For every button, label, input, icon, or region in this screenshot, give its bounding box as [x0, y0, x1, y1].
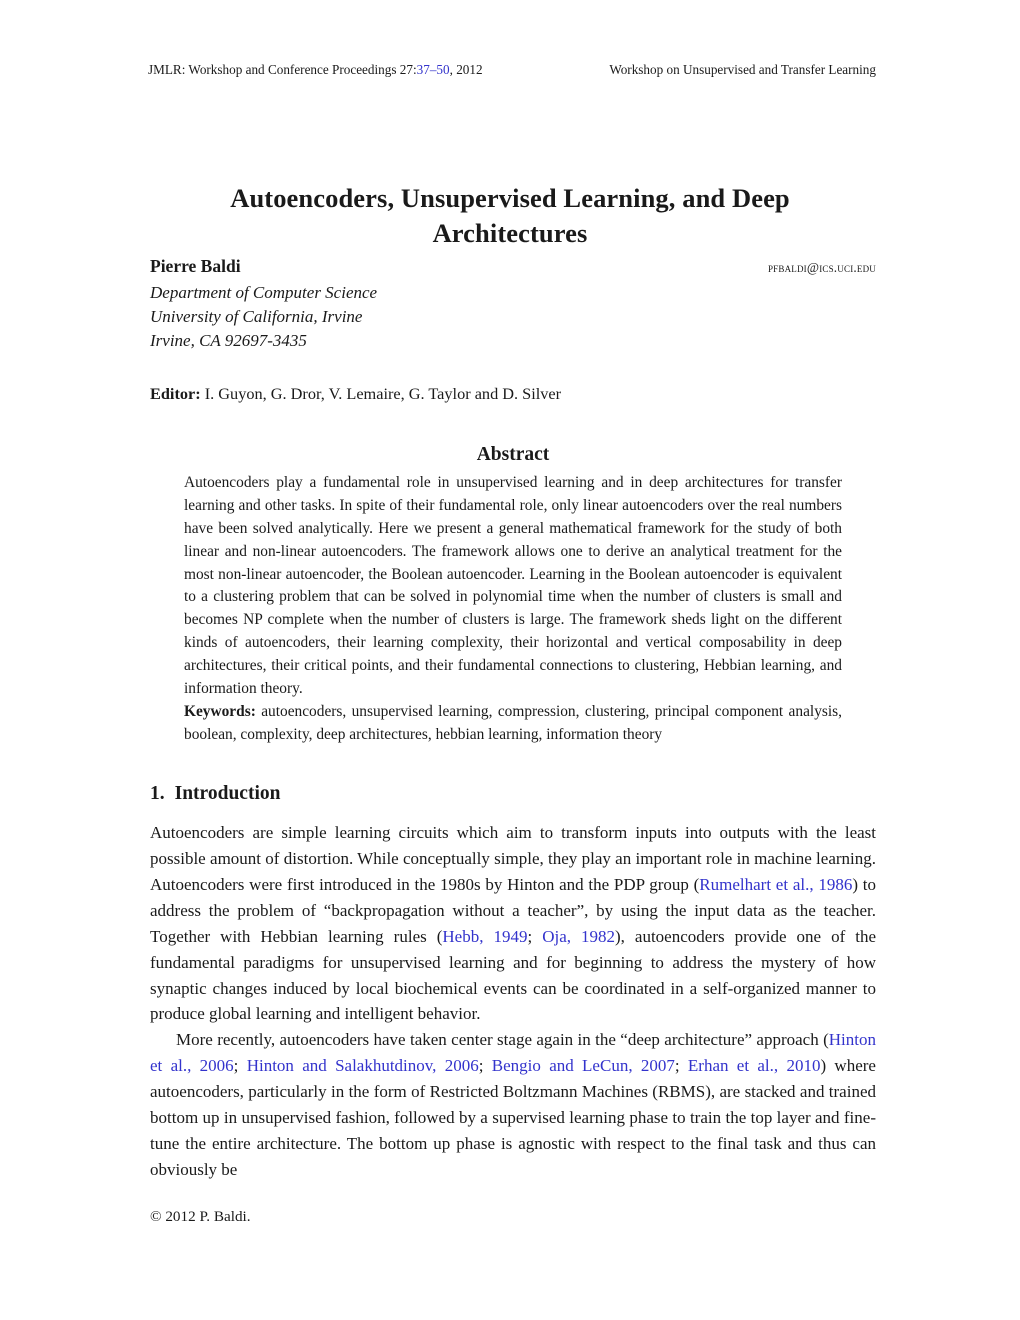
body-paragraph	[150, 1027, 876, 1183]
header-right: Workshop on Unsupervised and Transfer Learning	[609, 62, 876, 77]
keywords-label: Keywords:	[184, 702, 256, 720]
section-title: Introduction	[174, 783, 281, 804]
body-paragraph	[150, 820, 876, 1027]
keywords-line	[184, 701, 842, 747]
citation-link[interactable]: Bengio and LeCun, 2007	[491, 1056, 675, 1076]
body-text-run: ;	[674, 1056, 688, 1076]
section-number: 1.	[150, 783, 165, 804]
body-text-run: ;	[233, 1056, 247, 1076]
citation-link[interactable]: Hebb, 1949	[442, 926, 528, 946]
author-row	[150, 256, 876, 277]
running-header	[148, 62, 876, 78]
body-text-run: Autoencoders are simple learning circuits which aim to transform inputs into outputs with the least possible amount of distortion. While conceptually simple, they play an important role in machine learning. Autoencoders were first introduced in the 1980s by Hinton and the PDP group (	[150, 823, 876, 894]
citation-link[interactable]: Rumelhart et al., 1986	[699, 874, 853, 894]
abstract-heading: Abstract	[476, 444, 550, 465]
editor-label: Editor:	[150, 384, 201, 403]
citation-link[interactable]: Oja, 1982	[542, 926, 615, 946]
header-left	[148, 62, 483, 78]
affiliation-line-3: Irvine, CA 92697-3435	[150, 331, 307, 351]
body-text-run: ) to address the problem of “backpropagation without a teacher”, by using the input data as the teacher. Together with Hebbian learning rules (	[150, 874, 876, 946]
abstract-text: Autoencoders play a fundamental role in unsupervised learning and in deep architectures for transfer learning and other tasks. In spite of their fundamental role, only linear autoencoders over the real numbers have been solved analytically. Here we present a general mathematical framework for the study of both linear and non-linear autoencoders. The framework allows one to derive an analytical treatment for the most non-linear autoencoder, the Boolean autoencoder. Learning in the Boolean autoencoder is equivalent to a clustering problem that can be solved in polynomial time when the number of clusters is small and becomes NP complete when the number of clusters is large. The framework sheds light on the different kinds of autoencoders, their learning complexity, their horizontal and vertical composability in deep architectures, their critical points, and their fundamental connections to clustering, Hebbian learning, and information theory.	[184, 474, 842, 697]
body-text	[150, 820, 876, 1183]
keywords-text: autoencoders, unsupervised learning, compression, clustering, principal component analysis, boolean, complexity, deep architectures, hebbian learning, information theory	[184, 702, 842, 743]
citation-link[interactable]: Hinton et al., 2006	[150, 1030, 876, 1076]
section-heading-introduction	[150, 783, 280, 805]
citation-link[interactable]: Hinton and Salakhutdinov, 2006	[246, 1056, 479, 1076]
affiliation-line-2: University of California, Irvine	[150, 307, 363, 327]
body-text-run: ), autoencoders provide one of the fundamental paradigms for unsupervised learning and for beginning to address the mystery of how synaptic changes induced by local biochemical events can be coordinated in a self-organized manner to produce global learning and intelligent behavior.	[150, 926, 876, 1024]
author-affiliation	[150, 281, 876, 353]
abstract-body	[184, 472, 842, 747]
author-block	[150, 256, 876, 353]
header-journal-text: JMLR: Workshop and Conference Proceedings 27:	[148, 62, 417, 77]
author-name: Pierre Baldi	[150, 256, 241, 276]
affiliation-line-1: Department of Computer Science	[150, 283, 378, 302]
copyright-footer: © 2012 P. Baldi.	[150, 1208, 251, 1225]
header-year-text: , 2012	[449, 62, 483, 77]
body-text-run: ;	[478, 1056, 492, 1076]
page-title: Autoencoders, Unsupervised Learning, and Deep Architectures	[230, 182, 790, 248]
header-pages-link[interactable]: 37–50	[416, 62, 450, 77]
body-text-run: ) where autoencoders, particularly in the form of Restricted Boltzmann Machines (RBMS), are stacked and trained bottom up in unsupervised fashion, followed by a supervised learning phase to train the top layer and fine-tune the entire architecture. The bottom up phase is agnostic with respect to the final task and thus can obviously be	[150, 1056, 876, 1179]
body-text-run: More recently, autoencoders have taken center stage again in the “deep architecture” approach (	[176, 1030, 829, 1050]
body-text-run: ;	[527, 926, 543, 946]
citation-link[interactable]: Erhan et al., 2010	[687, 1056, 821, 1076]
editor-names: I. Guyon, G. Dror, V. Lemaire, G. Taylor and D. Silver	[204, 384, 562, 403]
author-email[interactable]: pfbaldi@ics.uci.edu	[767, 260, 876, 275]
editor-line	[150, 384, 876, 404]
